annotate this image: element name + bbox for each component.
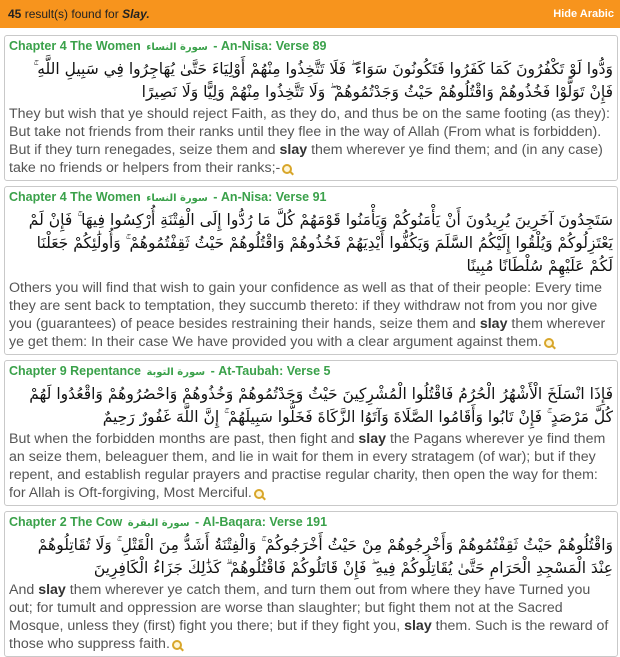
result-count: 45	[8, 7, 22, 21]
verse-heading[interactable]	[9, 364, 617, 380]
surah-arabic-name: سورة النساء	[146, 193, 208, 204]
chapter-title: Chapter 4 The Women	[9, 190, 141, 204]
arabic-verse: سَتَجِدُونَ آخَرِينَ يُرِيدُونَ أَنْ يَأْمَنُوكُمْ وَيَأْمَنُوا قَوْمَهُمْ كُلَّ مَا رُدُّوا إِلَى الْفِتْنَةِ أُرْكِسُوا فِيهَا ۚ فَإِنْ لَمْ يَعْتَزِلُوكُمْ وَيُلْقُوا إِلَيْكُمُ السَّلَمَ وَيَكُفُّوا أَيْدِيَهُمْ فَخُذُوهُمْ وَاقْتُلُوهُمْ حَيْثُ ثَقِفْتُمُوهُمْ ۚ وَأُولَٰئِكُمْ جَعَلْنَا لَكُمْ عَلَيْهِمْ سُلْطَانًا مُبِينًا	[28, 211, 613, 275]
result-card[interactable]	[4, 511, 618, 657]
magnify-icon[interactable]	[172, 640, 183, 651]
translation-text: And slay them wherever ye catch them, and turn them out from where they have Turned you out; for tumult and oppression are worse than slaughter; but fight them not at the Sacred Mosque, unless they (first) fight you there; but if they fight you, slay them. Such is the reward of those who suppress faith.	[9, 582, 609, 652]
verse-heading[interactable]	[9, 39, 617, 55]
results-header	[0, 0, 620, 28]
translation-text: Others you will find that wish to gain your confidence as well as that of their people: Every time they are sent back to temptation, they succumb thereto: if they withdraw not from you nor give you (guarantees) of peace besides restraining their hands, seize them and slay them wherever ye get them: In their case We have provided you with a clear argument against them.	[9, 280, 606, 350]
highlighted-term: slay	[479, 316, 508, 332]
arabic-verse: فَإِذَا انْسَلَخَ الْأَشْهُرُ الْحُرُمُ فَاقْتُلُوا الْمُشْرِكِينَ حَيْثُ وَجَدْتُمُوهُمْ وَخُذُوهُمْ وَاحْصُرُوهُمْ وَاقْعُدُوا لَهُمْ كُلَّ مَرْصَدٍ ۚ فَإِنْ تَابُوا وَأَقَامُوا الصَّلَاةَ وَآتَوُا الزَّكَاةَ فَخَلُّوا سَبِيلَهُمْ ۚ إِنَّ اللَّهَ غَفُورٌ رَحِيمٌ	[29, 385, 613, 426]
verse-heading[interactable]	[9, 515, 617, 531]
results-text: result(s) found for	[21, 7, 123, 21]
arabic-verse: وَدُّوا لَوْ تَكْفُرُونَ كَمَا كَفَرُوا فَتَكُونُونَ سَوَاءً ۖ فَلَا تَتَّخِذُوا مِنْهُمْ أَوْلِيَاءَ حَتَّىٰ يُهَاجِرُوا فِي سَبِيلِ اللَّهِ ۚ فَإِنْ تَوَلَّوْا فَخُذُوهُمْ وَاقْتُلُوهُمْ حَيْثُ وَجَدْتُمُوهُمْ ۖ وَلَا تَتَّخِذُوا مِنْهُمْ وَلِيًّا وَلَا نَصِيرًا	[33, 60, 613, 101]
verse-reference: - At-Taubah: Verse 5	[210, 364, 331, 378]
surah-arabic-name: سورة النساء	[146, 42, 208, 53]
arabic-verse: وَاقْتُلُوهُمْ حَيْثُ ثَقِفْتُمُوهُمْ وَأَخْرِجُوهُمْ مِنْ حَيْثُ أَخْرَجُوكُمْ ۚ وَالْفِتْنَةُ أَشَدُّ مِنَ الْقَتْلِ ۚ وَلَا تُقَاتِلُوهُمْ عِنْدَ الْمَسْجِدِ الْحَرَامِ حَتَّىٰ يُقَاتِلُوكُمْ فِيهِ ۖ فَإِنْ قَاتَلُوكُمْ فَاقْتُلُوهُمْ ۗ كَذَٰلِكَ جَزَاءُ الْكَافِرِينَ	[37, 536, 613, 577]
translation-text: But when the forbidden months are past, then fight and slay the Pagans wherever ye find them an seize them, beleaguer them, and lie in wait for them in every stratagem (of war); but if they repent, and establish regular prayers and practise regular charity, then open the way for them: for Allah is Oft-forgiving, Most Merciful.	[9, 431, 606, 501]
verse-reference: - Al-Baqara: Verse 191	[195, 515, 328, 529]
surah-arabic-name: سورة التوبة	[146, 367, 206, 378]
result-card[interactable]	[4, 360, 618, 506]
verse-heading[interactable]	[9, 190, 617, 206]
chapter-title: Chapter 2 The Cow	[9, 515, 123, 529]
result-card[interactable]	[4, 35, 618, 181]
hide-arabic-button[interactable]: Hide Arabic	[553, 8, 614, 20]
highlighted-term: slay	[404, 618, 432, 634]
result-card[interactable]	[4, 186, 618, 355]
magnify-icon[interactable]	[254, 489, 265, 500]
magnify-icon[interactable]	[544, 338, 555, 349]
results-summary	[8, 7, 150, 21]
verse-reference: - An-Nisa: Verse 89	[213, 39, 327, 53]
verse-reference: - An-Nisa: Verse 91	[213, 190, 327, 204]
results-list	[0, 28, 620, 657]
highlighted-term: slay	[279, 142, 308, 158]
translation-text: They but wish that ye should reject Faith, as they do, and thus be on the same footing (as they): But take not friends from their ranks until they flee in the way of Allah (From what is forbidden). But if they turn renegades, seize them and slay them wherever ye find them; and (in any case) take no friends or helpers from their ranks;-	[9, 106, 610, 176]
highlighted-term: slay	[38, 582, 66, 598]
chapter-title: Chapter 9 Repentance	[9, 364, 141, 378]
chapter-title: Chapter 4 The Women	[9, 39, 141, 53]
highlighted-term: slay	[358, 431, 387, 447]
magnify-icon[interactable]	[282, 164, 293, 175]
surah-arabic-name: سورة البقرة	[127, 518, 190, 529]
search-term: Slay.	[122, 7, 150, 21]
